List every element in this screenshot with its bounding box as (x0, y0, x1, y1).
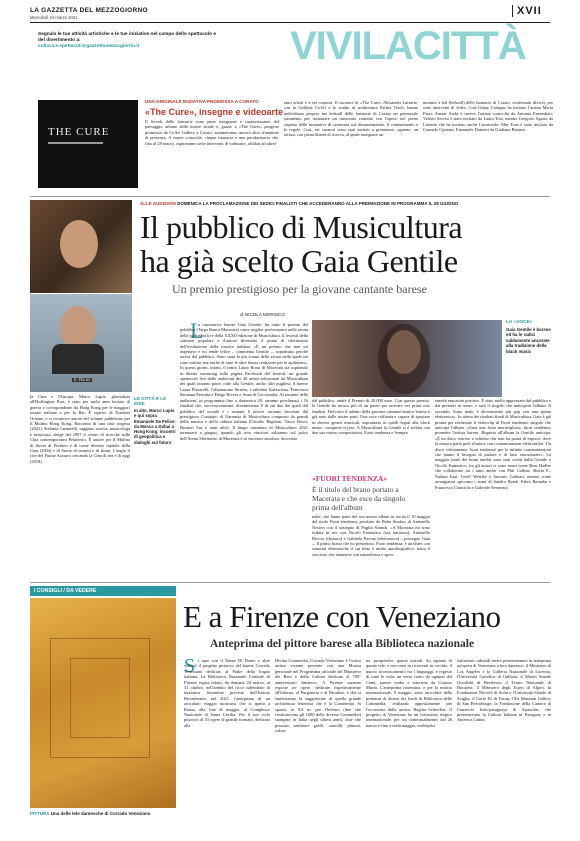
venezia-caption-text: Una delle tele dantesche di Corrado Veneziano (50, 811, 151, 816)
musicultura-col-2-bottom: male, che fanno parte del suo nuovo album in uscita il 10 maggio del titolo Fuori tendenza, prodotto da Boba Studios di Antonello Nesteri con il sostegno di Puglia Sounds. «A Macerata mi sono esibita in trio con Nicolò Fantastico (sax baritono), Antonello Boccia (chitarra) e Gabriele Pavino (elettronica) – prosegue Gaia –. Il primo brano che ho presentato, Fuori tendenza, è un blues con sonorità elettroniche il cui testo è molto autobiografico: tratta il successo che trasmette con naturalezza e spon- (312, 514, 430, 557)
venezia-title: E a Firenze con Veneziano (183, 599, 501, 634)
pull-quote-text: È il titolo del brano portato a Macerata e che esce da singolo prima dell'album (312, 485, 406, 512)
venezia-caption-kicker: PITTURA (30, 811, 50, 816)
musicultura-kicker-label: ALLE AUDIZIONI (140, 201, 176, 206)
venezia-rubric: I CONSIGLI / DA VEDERE (30, 586, 176, 596)
cure-image-line (48, 142, 103, 144)
venezia-caption (30, 811, 190, 816)
section-title: VIVILACITTÀ (290, 24, 526, 68)
lupis-caption: In alto, Marco Lupis e qui sopra Emanuele De Felice: da Mosca a Dubai a Hong Kong: incontri di geopolitica e dialoghi sul futuro (134, 408, 176, 445)
masthead-date: Mercoledì 24 marzo 2021 (30, 15, 78, 20)
musicultura-title-2: ha già scelto Gaia Gentile (140, 243, 458, 279)
musicultura-col-3: taneità emozioni positive. È stato molto apprezzato dal pubblico e dai presenti in teatro, e sarà il singolo che anticiperà l'album. Il secondo, Sono male, è decisamente più pop con una spinta elettronica». In attesa dei risultati finali di Musicultura, Gaia è già pronta per realizzare il videoclip di Fuori tendenza, singolo che anticipa l'album. «Sarà una festa meravigliosa, fuori tendenza, promette l'artista barese. Rispetto all'album la Gentile anticipa: «È un disco sincero e schietto che non ha paura di esporsi, dove la musica parla però d'autore con contaminazioni elettroniche. Un disco volutamente 'fuori tendenza' per le infinite contaminazioni che hanno il bisogno di parlare e di farsi emozionare». La maggior parte dei brani inediti sono stati scritti dalla Gentile e Nicolò Fantastico, tra gli autori ci sono nomi come Rear Hadler che collaborato tra i tanti anche con Phil Collins, Sheila E., Nathan East, Geoff Westley e Antonio Galbiati, mentre come arrangiatori spiccano i nomi di Sandro Baiek, Fabio Barnaba e Francesco Cianciola e Gabriele Semeraro. (435, 398, 551, 490)
voce-caption: Gaia Gentile è barese ed ha le radici saldamente ancorate alla tradizione della black music (506, 327, 551, 354)
venezia-col-4: istituzioni culturali estere presenteranno in anteprima un'opera di Veneziano a loro dantesco: il Ministero di Los Angeles e la Galleria Nazionale di Lucerna; l'Università Cattolica di Gallizia; il Museo Statale Ossoliski di Breslavia; il Teatro Nazionale di Bucarest; il Ministero degli Esteri di Algeri, la Fondazione Niccolò di Sofia e l'Università Statale di Sviglia; il Corte IG di Torun, l'Art Museum Gallery di San Pietroburgo; la Fondazione della Camera di Comercio Italo-paraguaya di Asunción, che presentavano la Cultura Italiana in Paraguay e in America Latina. (457, 658, 551, 723)
defelice-photo (30, 294, 132, 392)
musicultura-kicker-text: DOMENICA LA PROCLAMAZIONE DEI SEDICI FINALISTI CHE ACCEDERANNO ALLA PREMIAZIONE IN PROGRAMMA IL 28 GIUGNO (177, 201, 459, 206)
voce-kicker: LA «VOCE» (506, 320, 533, 325)
musicultura-kicker (140, 201, 560, 206)
musicultura-col-2-top: dal pubblico, andrà il Premio di 20.000 euro. Con questo premio, la Gentile ha mosso più di un passo per arrivare nei primi otto finalisti. Del resto il talento della giovane cantante autrice barese è già noto dalle nostre parti. Una voce raffinata e capace di spaziare in diversi generi musicali, soprattutto in quelli legati alla black music, comprese il jazz. A Musicultura la Gentile si è esibita con due sue nuove composizioni, Fuori tendenza e Sempre (312, 398, 430, 436)
cure-image-text: THE CURE (48, 126, 110, 138)
cure-col-2: tanti artisti e a sei curatori. Il curatore di «The Cure» Alexander Larrarte, con la Galleria CoArt e lo studio di architettura Esther Tetoli, hanno individuato proprio nei ledwall delle farmacie di Corato un potenziale strumento per instaurare un rinnovato contatto con l'opera, nel pieno rispetto delle normative di sicurezza sul distanziamento, il contenimento e le regole. Così, sei curatori sono stati invitati a presentare, ognuno, un artista, con piena libertà di ricerca, al quale assegnare un (284, 100, 418, 138)
masthead-paper: LA GAZZETTA DEL MEZZOGIORNO (30, 7, 148, 14)
pull-quote-title: «FUORI TENDENZA» (312, 474, 388, 483)
signal-text (38, 32, 218, 50)
venezia-col-2: Divina Commedia, Corrado Veneziano è l'unico artista vivente presente con una Mostra personale nel Programma ufficiale del Ministero dei Beni e della Cultura dedicato al 700° anniversario dantesco. A Firenze saranno esposte tre opere, dedicate rispettivamente all'Inferno, al Purgatorio e al Paradiso, e che si sintetizzano la suggestione di quella grande architettura letteraria che è la Commedia. Si spazia, in 9,8 m. per l'Inferno (due che costituiscono gli 1680 delle diverse Commedie) stampate in Italia negli ultimi anni); liste che possono sembrare graffi, cancelli, plutoni, colon- (275, 658, 361, 734)
page-number: XVII (512, 5, 542, 17)
painting-lines-2 (70, 658, 130, 738)
musicultura-title-1: Il pubblico di Musicultura (140, 209, 463, 245)
venezia-dropcap: S (184, 655, 196, 677)
venezia-col-1: i apre con il Dante Di Dante e altre visioni' il progetto pittorico del barese Corrado Veneziano dedicato al Padre della lingua italiana. La Biblioteca Nazionale Centrale di Firenze espira infatti, da domani, 24 marzo, al 31 ottobre, nell'ambito del ricco calendario di iniziative fiorentine previste dall'Istituto Bicentenario nel 2021, l'anteprima di un articolato viaggio mostrarsi che si aprirà a Roma, alla fine di maggio, al Complesso Nazionale di Santa Cecilia. Per il suo ciclo pittorico di 33 opere di grande formato, dedicato alla (184, 658, 270, 728)
lupis-face (60, 220, 98, 268)
lupis-caption-kicker: LE CITTÀ E LE IDEE (134, 396, 167, 407)
venezia-painting (30, 598, 176, 808)
cure-title: «The Cure», insegne e videoarte (145, 107, 284, 117)
musicultura-byline: di NICOLA MORISCO (240, 312, 285, 317)
musicultura-dropcap: L (190, 318, 204, 343)
cure-col-3: monitor a led (ledwall) delle farmacie di Corato, confermati diversi, per sette interventi di video. Così Ginny Caruppo ha invitato l'artista Maria Pizzi; Amaar Arebi è invece l'artista coinvolta da Antonia Ermenliari; Valerio Secchi è stato invitato da Laura Tota, mentre Gregorio Sgarra da Larrarte che ha invitato anche Lucarotolo; Mar Toan è stato invitato da Carmelo Cipriani; Emanuele Dainotti da Giuliana Benassi. (423, 100, 553, 133)
nameplate: E. FELICI (74, 378, 91, 382)
lupis-left-col: la Cina e l'Europa. Marco Lupis, giornalista all'Huffington Post, è stato per molti anni inviato di guerra e corrispondente da Hong Kong per le maggiori testate italiane e per la Rai. È esperto di Estremo Oriente, e si riconosce autore del volume pubblicato per il Mulino Hong Kong. Racconto di una città sospesa (2021). Stefania Carmnelli, saggista, storica, musicologa e musicista, dirige dal 2007 il centro di ricerche sulle Cina contemporanea Pekinesfo. È autore per il Mulino di Storia di Pechino e di come diventa capitale della Cina (2004) e di Storie di uomini e di fiumi. L'anglo il rive del Fiume Azzurro cercando la Cina di ieri e di oggi (2018). (30, 394, 130, 464)
musicultura-subtitle: Un premio prestigioso per la giovane cantante barese (172, 282, 427, 296)
musicultura-col-1: a cantautrice barese Gaia Gentile, ha vinto il premio del pubblico (Targa Banca Macerata) come miglior performance nella serata delle audizioni live della XXXII edizione di Musicultura, il festival della canzone popolare e d'autore diventato il punto di riferimento dell'evoluzione della musica italiana. «È un premio che non mi aspettavo e mi rende felice – commenta Gentile –, soprattutto perché arriva dal pubblico. Sono stata la più votata della serata nella quale mi sono esibita, ma anche di tutte le altre finora realizzate per le audizioni». In questi giorni, infatti, il teatro Lauro Rossi di Macerata sta ospitando in diretta streaming sulla pagina Facebook del festival, un grande spettacolo live delle audizioni dei 48 artisti selezionati da Musicultura dei quali faranno parte, oltre alla Gentile, anche altri pugliesi: il barese Laura Pizzarelli, l'altamurano Sirteen, i salentini Kalascima, Francesca Rosanna Perrotta e Diego Rivera e Anna di Ceccimalia. Al termine delle audizioni, in programma fino a domenica 28, saranno proclamati i 16 finalisti che, successivamente, diventeranno 8 di cui due dei quali dal pubblico del sociale e i restanti 6 invece saranno decretati dal prestigioso Comitato di Garanzia di Musicultura composto da grandi della musica e della cultura italiana (Claudio Baglioni, Vasco Rossi, Brunori Sas e tanti altri). Il lungo cammino di Musicultura 2021 terminerà a giugno, quando gli otto vincitori saliranno sul palco dell'Arena Sferisterio di Macerata e al vincitore assoluto, decretato (180, 322, 308, 441)
masthead-rule (30, 22, 550, 23)
cure-col-1: Il fervoli delle farmacie sono parte integrante e caratterizzante del paesaggio urbano delle nostre strade e, grazie a «The Cure», progetto promosso da CoArt Gallery a Corato, assumeranno ancora altre sfumature di presenza. A essere coinvolte, cinque farmacie e una parafarmacia che, fino al 28 marzo, ospiteranno sette interventi di videoarte, affidati ad altret- (145, 119, 279, 146)
signal-label: Segnala le tue attività artistiche e le tue iniziative nel campo dello spettacolo e del divertimento a: (38, 32, 217, 43)
cure-kicker: UNA ORIGINALE INIZIATIVA PROMOSSA A CORATO (145, 99, 259, 104)
defelice-body (52, 344, 104, 374)
gaia-photo (312, 320, 502, 397)
gaia-hair (378, 324, 430, 394)
musicultura-rule (30, 582, 550, 583)
cure-rule (30, 196, 550, 197)
lupis-photo (30, 200, 132, 293)
cure-image (38, 100, 138, 188)
venezia-subtitle: Anteprima del pittore barese alla Biblioteca nazionale (210, 638, 475, 650)
venezia-col-3: ne, prospettive, quinte teatrali. Su ognuna di queste tele, e con versi in ricorrenti in cerchio, il nuovo riconoscimento fra i linguaggi, e regesto di tutte le volte un verso tratto da ognuno dei Canti, spesso scelte e trascritte da Cosimo Morra. L'anteprima fiorentina, e per la mostra internazionale, 9 maggio, sono arricchite dalla presenza di alcuni dei fondi di Biblioteca delle Commedia, realizzati appositamente per l'occasione dalla artista, Regina Schrecker. Il progetto di Veneziano ha un fortissimo respiro internazionale, per cui contestualmente, dal 26 marzo e fino a metà maggio, molteplici (366, 658, 452, 728)
signal-email[interactable]: cultura.e.spettacoli@gazzettamezzogiorno.it (38, 44, 140, 49)
